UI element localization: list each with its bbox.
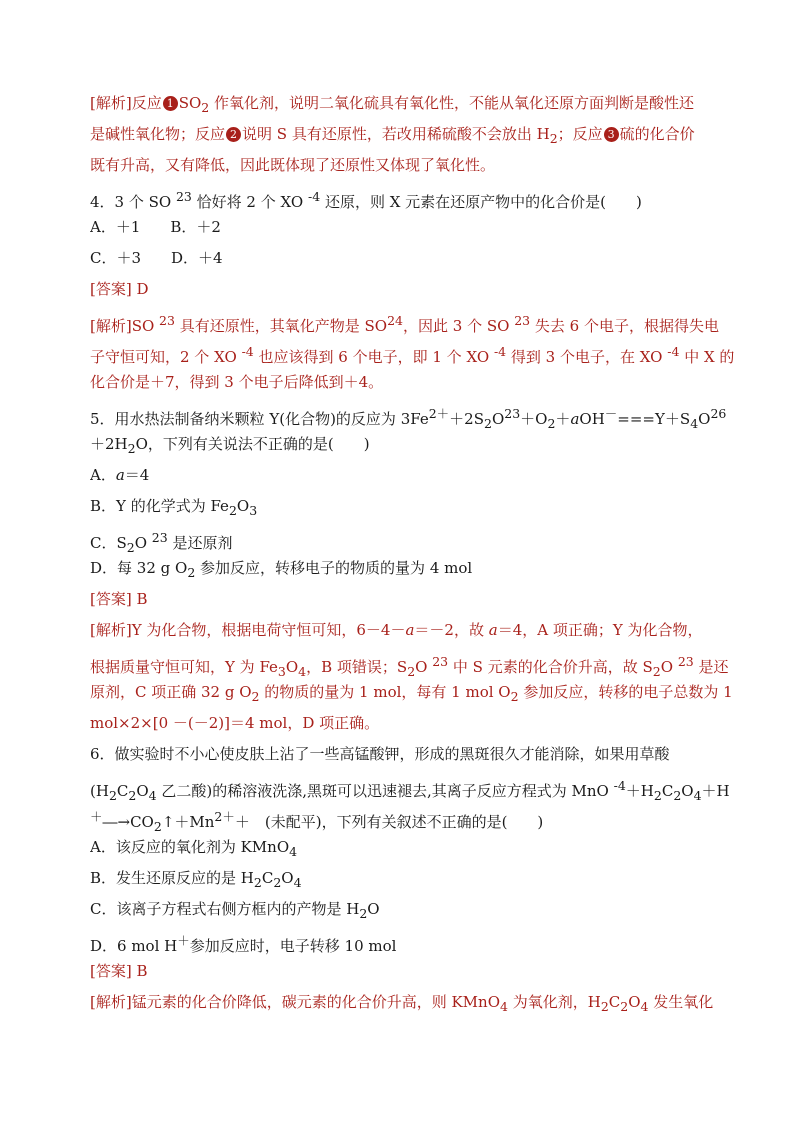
text-line: A．＋1 B．＋2 [90, 218, 221, 236]
text-line: $^+―\to CO_2↑+Mn^{2+}+$ (未配平)，下列有关叙述不正确的是( ) [90, 809, 544, 832]
circled-number-icon: 2 [226, 127, 241, 142]
text-line: 5．用水热法制备纳米颗粒 Y(化合物)的反应为 $3Fe^{2+}+2S_2O^{23}+O_2+aOH^-===Y+S_4O^{26}$ [90, 406, 727, 429]
text-line: [解析]锰元素的化合价降低，碳元素的化合价升高，则 KMnO$_4$ 为氧化剂，$H_2C_2O_4$ 发生氧化 [90, 993, 714, 1014]
text-line: 是碱性氧化物；反应 2 说明 S 具有还原性，若改用稀硫酸不会放出 $H_2$；反应 3 硫的化合价 [90, 125, 695, 146]
text-line: C．＋3 D．＋4 [90, 249, 223, 267]
text-line: B．Y 的化学式为 $Fe_2O_3$ [90, 497, 258, 518]
text-line: [解析]反应 1 $SO_2$ 作氧化剂，说明二氧化硫具有氧化性，不能从氧化还原方面判断是酸性还 [90, 94, 695, 115]
text-line: $+2H_2O$，下列有关说法不正确的是( ) [90, 435, 370, 456]
circled-number-icon: 3 [604, 127, 619, 142]
text-line: ($H_2C_2O_4$ 乙二酸)的稀溶液洗涤,黑斑可以迅速褪去,其离子反应方程式为 MnO $^{-4}+H_2C_2O_4+H$ [90, 778, 730, 801]
text-line: 既有升高，又有降低，因此既体现了还原性又体现了氧化性。 [90, 156, 496, 174]
text-line: A．该反应的氧化剂为 KMnO$_4$ [90, 838, 298, 859]
text-line: [解析]Y 为化合物，根据电荷守恒可知，6－4－a＝－2，故 a＝4，A 项正确；Y 为化合物， [90, 621, 703, 639]
text-line: D．6 mol H＋参加反应时，电子转移 10 mol [90, 933, 397, 955]
text-line: B．发生还原反应的是 $H_2C_2O_4$ [90, 869, 302, 890]
text-line: [答案] B [90, 962, 148, 980]
text-line: [答案] D [90, 280, 149, 298]
circled-number-icon: 1 [163, 96, 178, 111]
text-line: A．a＝4 [90, 466, 150, 484]
text-line: C．$S_2O$ $^{23}$ 是还原剂 [90, 530, 233, 553]
document-body [90, 88, 736, 1018]
text-line: [解析]SO $^{23}$ 具有还原性，其氧化产物是 SO$^{24}$，因此 3 个 SO $^{23}$ 失去 6 个电子，根据得失电 [90, 313, 719, 335]
text-line: 6．做实验时不小心使皮肤上沾了一些高锰酸钾，形成的黑斑很久才能消除，如果用草酸 [90, 745, 670, 763]
text-line: 根据质量守恒可知，Y 为 $Fe_3O_4$，B 项错误；$S_2O$ $^{23}$ 中 S 元素的化合价升高，故 $S_2O$ $^{23}$ 是还 [90, 654, 729, 677]
text-line: mol×2×[0 －(－2)]＝4 mol，D 项正确。 [90, 714, 380, 732]
text-line: 化合价是＋7，得到 3 个电子后降低到＋4。 [90, 373, 384, 391]
text-line: [答案] B [90, 590, 148, 608]
text-line: 4．3 个 SO $^{23}$ 恰好将 2 个 XO $^{-4}$ 还原，则 X 元素在还原产物中的化合价是( ) [90, 189, 642, 211]
text-line: 原剂，C 项正确 32 g $O_2$ 的物质的量为 1 mol，每有 1 mol $O_2$ 参加反应，转移的电子总数为 1 [90, 683, 733, 704]
text-line: 子守恒可知，2 个 XO $^{-4}$ 也应该得到 6 个电子，即 1 个 XO $^{-4}$ 得到 3 个电子，在 XO $^{-4}$ 中 X 的 [90, 344, 735, 366]
text-line: C．该离子方程式右侧方框内的产物是 $H_2O$ [90, 900, 380, 921]
text-line: D．每 32 g $O_2$ 参加反应，转移电子的物质的量为 4 mol [90, 559, 473, 580]
